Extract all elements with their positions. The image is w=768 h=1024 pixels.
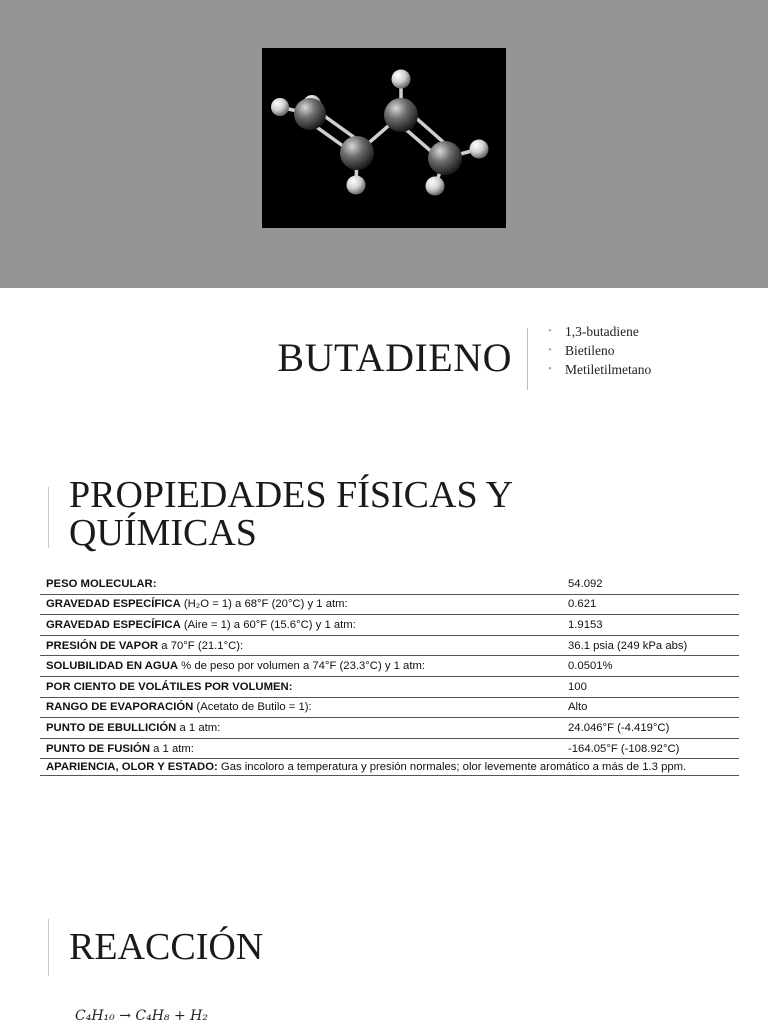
property-value: 24.046°F (-4.419°C)	[562, 718, 739, 739]
property-label: RANGO DE EVAPORACIÓN (Acetato de Butilo = 1):	[40, 697, 562, 718]
synonym-item: • 1,3-butadiene	[548, 322, 651, 341]
table-row	[40, 738, 739, 759]
property-label: PUNTO DE EBULLICIÓN a 1 atm:	[40, 718, 562, 739]
synonym-item: • Metiletilmetano	[548, 360, 651, 379]
synonym-item: • Bietileno	[548, 341, 651, 360]
table-row	[40, 594, 739, 615]
property-label: GRAVEDAD ESPECÍFICA (H₂O = 1) a 68°F (20°C) y 1 atm:	[40, 594, 562, 615]
appearance-text: APARIENCIA, OLOR Y ESTADO: Gas incoloro a temperatura y presión normales; olor levemente aromático a más de 1.3 ppm.	[40, 759, 739, 776]
table-row-appearance	[40, 759, 739, 776]
property-label: GRAVEDAD ESPECÍFICA (Aire = 1) a 60°F (15.6°C) y 1 atm:	[40, 615, 562, 636]
properties-table	[40, 574, 739, 776]
molecule-model	[262, 48, 506, 228]
table-row	[40, 635, 739, 656]
property-value: 54.092	[562, 574, 739, 594]
title-divider	[527, 328, 528, 390]
reaction-heading: REACCIÓN	[69, 926, 264, 968]
table-row	[40, 676, 739, 697]
synonym-list	[548, 322, 651, 379]
property-label: POR CIENTO DE VOLÁTILES POR VOLUMEN:	[40, 676, 562, 697]
property-value: 0.621	[562, 594, 739, 615]
table-row	[40, 718, 739, 739]
hero-banner	[0, 0, 768, 288]
table-row	[40, 697, 739, 718]
table-row	[40, 656, 739, 677]
property-value: 100	[562, 676, 739, 697]
section-accent-bar	[48, 919, 49, 976]
reaction-equation: C₄H₁₀ → C₄H₈ + H₂	[75, 1008, 208, 1024]
title-block	[0, 318, 768, 398]
table-row	[40, 574, 739, 594]
property-value: 1.9153	[562, 615, 739, 636]
property-value: 36.1 psia (249 kPa abs)	[562, 635, 739, 656]
table-row	[40, 615, 739, 636]
property-label: PESO MOLECULAR:	[40, 574, 562, 594]
butadiene-ball-and-stick-icon	[262, 48, 506, 228]
property-label: SOLUBILIDAD EN AGUA % de peso por volumen a 74°F (23.3°C) y 1 atm:	[40, 656, 562, 677]
properties-heading: PROPIEDADES FÍSICAS Y QUÍMICAS	[69, 474, 512, 554]
property-value: Alto	[562, 697, 739, 718]
property-value: 0.0501%	[562, 656, 739, 677]
property-label: PUNTO DE FUSIÓN a 1 atm:	[40, 738, 562, 759]
section-accent-bar	[48, 487, 49, 548]
page-title: BUTADIENO	[277, 335, 512, 380]
property-label: PRESIÓN DE VAPOR a 70°F (21.1°C):	[40, 635, 562, 656]
property-value: -164.05°F (-108.92°C)	[562, 738, 739, 759]
